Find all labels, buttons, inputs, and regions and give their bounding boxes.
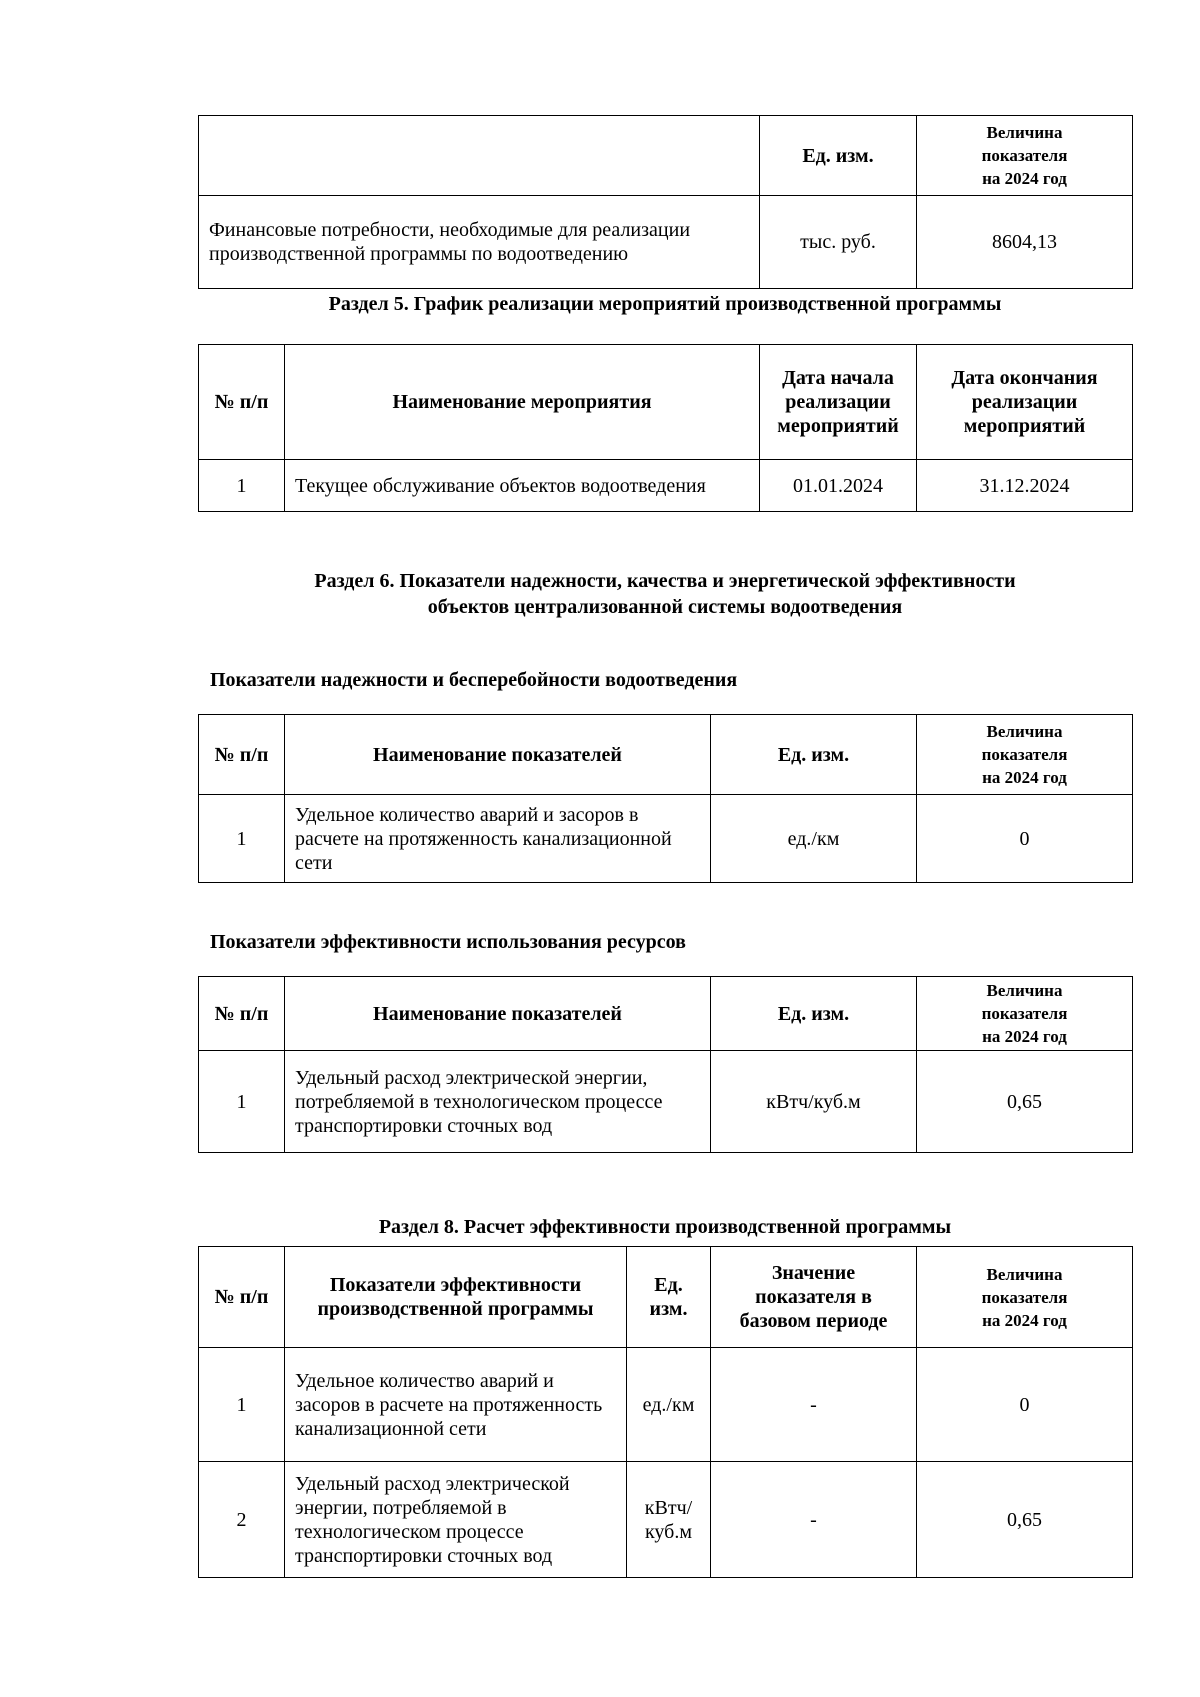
row-num: 1 (199, 795, 285, 883)
section6-title-line2: объектов централизованной системы водоотведения (427, 596, 903, 618)
row-unit: кВтч/ куб.м (627, 1462, 711, 1578)
header-empty (199, 116, 760, 196)
financial-row-value: 8604,13 (917, 196, 1133, 289)
header-base-value: Значение показателя в базовом периоде (711, 1247, 917, 1348)
financial-needs-table (198, 115, 1133, 289)
header-num: № п/п (199, 977, 285, 1051)
section5-schedule-table (198, 344, 1133, 512)
header-num: № п/п (199, 715, 285, 795)
header-indicator-name: Наименование показателей (285, 977, 711, 1051)
financial-row-name: Финансовые потребности, необходимые для реализации производственной программы по водоотведению (199, 196, 760, 289)
section5-title: Раздел 5. График реализации мероприятий производственной программы (328, 293, 1002, 315)
row-indicator-name: Удельное количество аварий и засоров в расчете на протяженность канализационной сети (285, 795, 711, 883)
row-base-value: - (711, 1462, 917, 1578)
header-start-date: Дата начала реализации мероприятий (760, 345, 917, 460)
row-value: 0 (917, 795, 1133, 883)
row-start-date: 01.01.2024 (760, 460, 917, 512)
section8-efficiency-table (198, 1246, 1133, 1578)
row-num: 1 (199, 1348, 285, 1462)
row-unit: ед./км (627, 1348, 711, 1462)
row-value: 0,65 (917, 1462, 1133, 1578)
table-row (199, 795, 1133, 883)
row-num: 1 (199, 1051, 285, 1153)
header-end-date: Дата окончания реализации мероприятий (917, 345, 1133, 460)
header-value: Величина показателя на 2024 год (917, 1247, 1133, 1348)
header-indicator-name: Показатели эффективности производственной программы (285, 1247, 627, 1348)
row-base-value: - (711, 1348, 917, 1462)
header-num: № п/п (199, 1247, 285, 1348)
header-value: Величина показателя на 2024 год (917, 715, 1133, 795)
resources-table (198, 976, 1133, 1153)
reliability-table (198, 714, 1133, 883)
header-unit: Ед. изм. (627, 1247, 711, 1348)
row-value: 0,65 (917, 1051, 1133, 1153)
reliability-subtitle: Показатели надежности и бесперебойности водоотведения (210, 669, 738, 691)
header-value: Величина показателя на 2024 год (917, 977, 1133, 1051)
header-event-name: Наименование мероприятия (285, 345, 760, 460)
table-row (199, 1462, 1133, 1578)
header-unit: Ед. изм. (711, 977, 917, 1051)
header-num: № п/п (199, 345, 285, 460)
row-unit: ед./км (711, 795, 917, 883)
row-unit: кВтч/куб.м (711, 1051, 917, 1153)
row-num: 1 (199, 460, 285, 512)
row-num: 2 (199, 1462, 285, 1578)
row-indicator-name: Удельный расход электрической энергии, потребляемой в технологическом процессе транспортировки сточных вод (285, 1051, 711, 1153)
header-value: Величина показателя на 2024 год (917, 116, 1133, 196)
section8-title: Раздел 8. Расчет эффективности производственной программы (378, 1216, 952, 1238)
header-unit: Ед. изм. (760, 116, 917, 196)
financial-row-unit: тыс. руб. (760, 196, 917, 289)
header-indicator-name: Наименование показателей (285, 715, 711, 795)
row-value: 0 (917, 1348, 1133, 1462)
table-row (199, 1348, 1133, 1462)
row-end-date: 31.12.2024 (917, 460, 1133, 512)
row-indicator-name: Удельное количество аварий и засоров в расчете на протяженность канализационной сети (285, 1348, 627, 1462)
header-unit: Ед. изм. (711, 715, 917, 795)
resources-subtitle: Показатели эффективности использования ресурсов (210, 931, 686, 953)
row-indicator-name: Удельный расход электрической энергии, потребляемой в технологическом процессе транспортировки сточных вод (285, 1462, 627, 1578)
table-row (199, 460, 1133, 512)
row-event-name: Текущее обслуживание объектов водоотведения (285, 460, 760, 512)
section6-title-line1: Раздел 6. Показатели надежности, качества и энергетической эффективности (314, 570, 1016, 592)
table-row (199, 1051, 1133, 1153)
